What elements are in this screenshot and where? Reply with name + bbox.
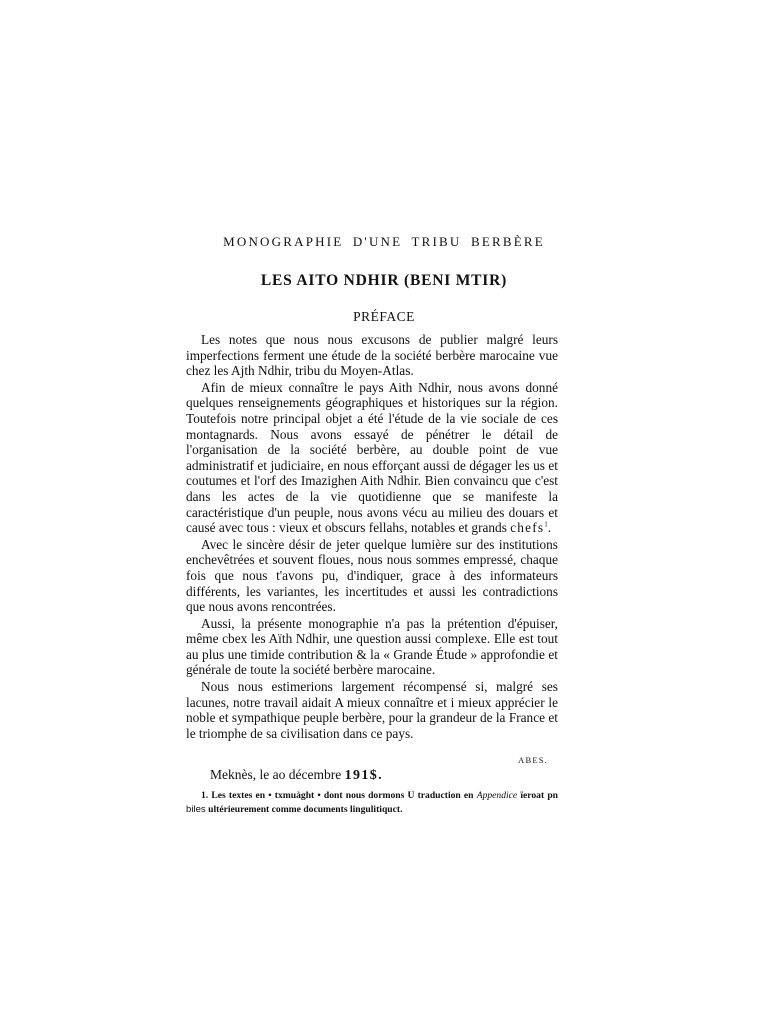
author-signature: ABES. xyxy=(518,755,548,765)
footnote-marker: 1 xyxy=(544,520,548,529)
paragraph-2 xyxy=(186,380,558,536)
paragraph-text: Afin de mieux connaître le pays Aith Ndhir, nous avons donné quelques renseignements géographiques et historiques sur la région. Toutefois notre principal objet a été l'étude de la vie sociale de ces montagnards. Nous avons essayé de pénétrer le détail de l'organisation de la société berbère, au double point de vue administratif et judiciaire, en nous efforçant aussi de dégager les us et coutumes et l'orf des Imazighen Aith Ndhir. Bien convaincu que c'est dans les actes de la vie quotidienne que se manifeste la caractéristique d'un peuple, nous avons vécu au milieu des douars et causé avec tous : vieux et obscurs fellahs, notables et grands xyxy=(186,379,558,536)
paragraph-text: Avec le sincère désir de jeter quelque lumière sur des institutions enchevêtrées et souvent floues, nous nous sommes empressé, chaque fois que nous t'avons pu, d'indiquer, grace à des informateurs différents, les variantes, les incertitudes et aussi les contradictions que nous avons rencontrées. xyxy=(186,536,558,615)
footnote-plain-word: biles xyxy=(186,804,206,815)
footnote xyxy=(186,789,558,817)
footnote-number: 1. xyxy=(201,790,209,801)
dateline-text: Meknès, le ao décembre xyxy=(210,767,342,782)
spaced-word: chefs xyxy=(510,520,545,536)
dateline xyxy=(210,767,383,784)
footnote-italic: Appendice xyxy=(476,790,518,801)
preface-body xyxy=(186,332,558,742)
section-title: PRÉFACE xyxy=(353,309,415,324)
paragraph-4 xyxy=(186,616,558,678)
paragraph-text: Les notes que nous nous excusons de publier malgré leurs imperfections ferment une étude de la société berbère marocaine vue chez les Ajth Ndhir, tribu du Moyen-Atlas. xyxy=(186,332,558,379)
paragraph-text: Aussi, la présente monographie n'a pas la prétention d'épuiser, même cbex les Aïth Ndhir, une question aussi complexe. Elle est tout au plus une timide contribution & la « Grande Étude » approfondie et générale de toute la société berbère marocaine. xyxy=(186,615,558,678)
paragraph-text: Nous nous estimerions largement récompensé si, malgré ses lacunes, notre travail aidait A mieux connaître et i mieux apprécier le noble et sympathique peuple berbère, pour la grandeur de la France et le triomphe de sa civilisation dans ce pays. xyxy=(186,679,558,741)
paragraph-5 xyxy=(186,679,558,741)
footnote-text-1: Les textes en • txmuàght • dont nous dormons U traduction en xyxy=(211,790,474,801)
main-title: LES AITO NDHIR (BENI MTIR) xyxy=(260,272,508,289)
footnote-text-3: ultérieurement comme documents lingulitiquct. xyxy=(208,804,403,815)
paragraph-3 xyxy=(186,537,558,615)
dateline-year: 191$. xyxy=(344,768,384,783)
footnote-text-2: ïeroat pn xyxy=(520,790,559,801)
paragraph-text-end: . xyxy=(547,520,552,536)
paragraph-1 xyxy=(186,332,558,379)
series-title: MONOGRAPHIE D'UNE TRIBU BERBÈRE xyxy=(223,234,545,249)
